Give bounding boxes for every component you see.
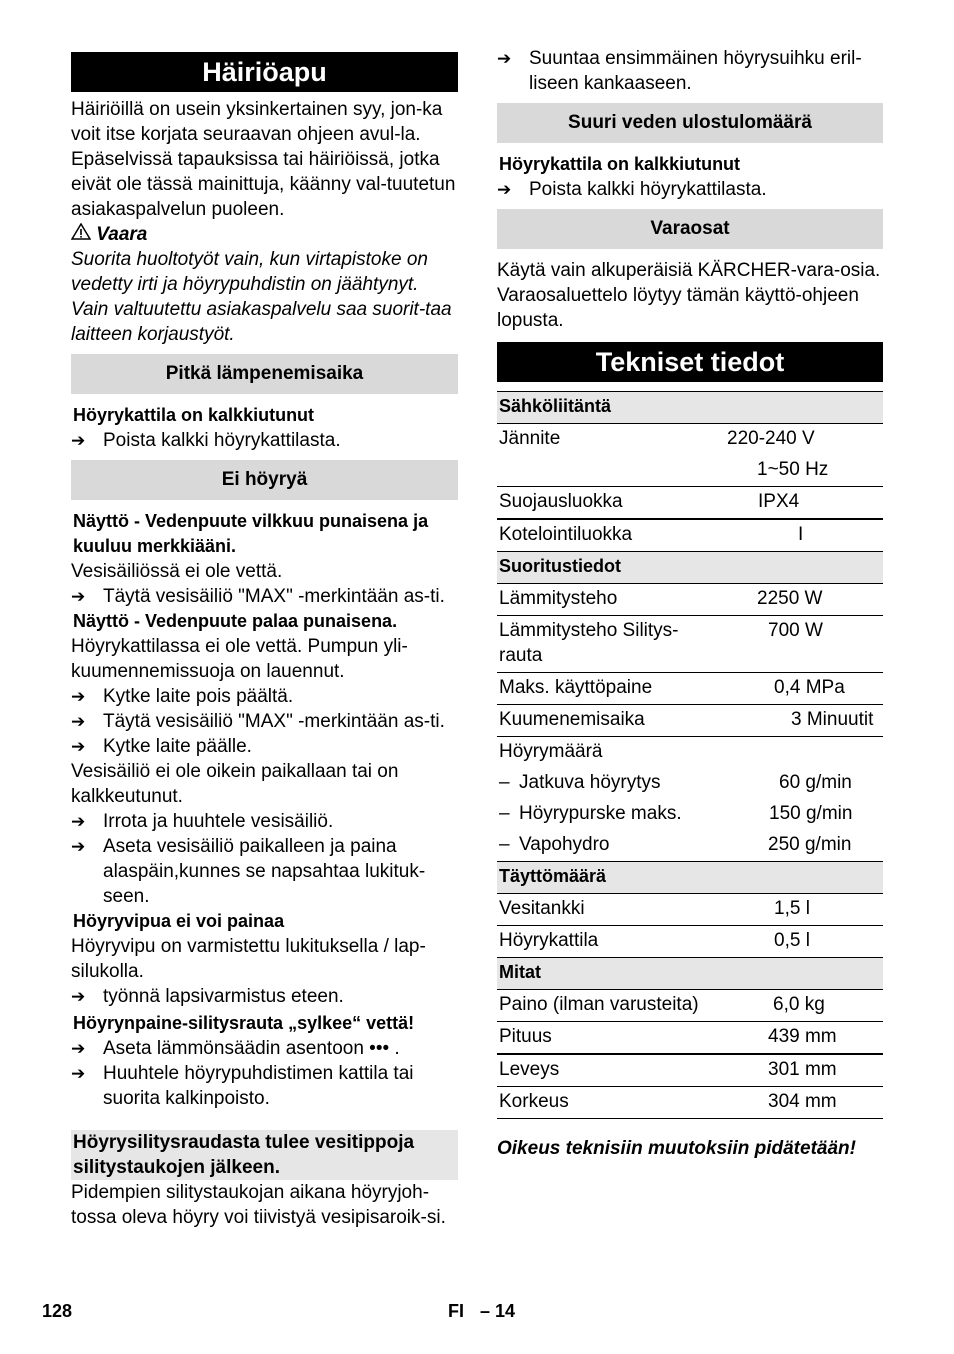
table-row: Korkeus 304 mm bbox=[497, 1087, 883, 1119]
list-item: ➔ Kytke laite päälle. bbox=[71, 736, 252, 757]
arrow-right-icon: ➔ bbox=[71, 837, 86, 856]
intro-text: Häiriöillä on usein yksinkertainen syy, jon-ka voit itse korjata seuraavan ohjeen avul-la. Epäselvissä tapauksissa tai häiriöissä, jotka eivät ole tässä mainittuja, käänny val-tuutetun asiakaspalvelun puoleen. bbox=[71, 99, 456, 220]
paragraph: Vesisäiliö ei ole oikein paikallaan tai on kalkkeutunut. bbox=[71, 761, 399, 807]
subheading-water-shortage-blink: Näyttö - Vedenpuute vilkkuu punaisena ja kuuluu merkkiääni. bbox=[73, 511, 429, 556]
table-row: – Höyrypurske maks. 150 g/min bbox=[499, 803, 853, 824]
table-row: – Vapohydro 250 g/min bbox=[499, 834, 852, 855]
list-item: ➔ Täytä vesisäiliö "MAX" -merkintään as-ti. bbox=[71, 711, 445, 732]
disclaimer-note: Oikeus teknisiin muutoksiin pidätetään! bbox=[497, 1138, 856, 1159]
section-title-technical-data: Tekniset tiedot bbox=[497, 342, 883, 382]
table-row: – Jatkuva höyrytys 60 g/min bbox=[499, 772, 852, 793]
list-item: ➔ Aseta lämmönsäädin asentoon ••• . bbox=[71, 1038, 400, 1059]
list-item: ➔ työnnä lapsivarmistus eteen. bbox=[71, 986, 344, 1007]
technical-data-table bbox=[497, 391, 883, 1119]
table-row: Höyrykattila 0,5 l bbox=[497, 926, 883, 958]
arrow-right-icon: ➔ bbox=[71, 1064, 86, 1083]
arrow-right-icon: ➔ bbox=[71, 737, 86, 756]
list-item: ➔ Aseta vesisäiliö paikalleen ja paina alaspäin,kunnes se napsahtaa lukituk-seen. bbox=[71, 836, 426, 907]
table-section: Täyttömäärä bbox=[497, 862, 883, 894]
subheading-iron-spits: Höyrynpaine-silitysrauta „sylkee“ vettä! bbox=[73, 1013, 415, 1033]
table-section: Suoritustiedot bbox=[497, 552, 883, 584]
list-item: ➔ Poista kalkki höyrykattilasta. bbox=[71, 430, 341, 451]
warning-heading bbox=[71, 222, 458, 247]
list-item: ➔ Poista kalkki höyrykattilasta. bbox=[497, 179, 767, 200]
list-item: ➔ Irrota ja huuhtele vesisäiliö. bbox=[71, 811, 334, 832]
list-item: ➔ Täytä vesisäiliö "MAX" -merkintään as-ti. bbox=[71, 586, 445, 607]
list-item: ➔ Huuhtele höyrypuhdistimen kattila tai suorita kalkinpoisto. bbox=[71, 1063, 414, 1109]
arrow-right-icon: ➔ bbox=[71, 812, 86, 831]
subheading-boiler-scaled: Höyrykattila on kalkkiutunut bbox=[73, 405, 315, 425]
language-code: FI bbox=[448, 1301, 464, 1321]
arrow-right-icon: ➔ bbox=[71, 687, 86, 706]
table-section: Sähköliitäntä bbox=[497, 392, 883, 424]
list-item: ➔ Kytke laite pois päältä. bbox=[71, 686, 294, 707]
table-row: Maks. käyttöpaine 0,4 MPa bbox=[497, 673, 883, 705]
list-item: ➔ Suuntaa ensimmäinen höyrysuihku eril-liseen kankaaseen. bbox=[497, 48, 862, 94]
section-title-troubleshooting: Häiriöapu bbox=[71, 52, 458, 92]
section-page: – 14 bbox=[480, 1301, 516, 1321]
warning-text: Suorita huoltotyöt vain, kun virtapistoke on vedetty irti ja höyrypuhdistin on jäähtynyt. Vain valtuutettu asiakaspalvelu saa suorit-taa laitteen korjaustyöt. bbox=[71, 249, 452, 345]
right-column bbox=[497, 48, 883, 1161]
heading-spare-parts: Varaosat bbox=[497, 209, 883, 249]
table-row: Leveys 301 mm bbox=[497, 1054, 883, 1087]
table-section: Mitat bbox=[497, 958, 883, 990]
table-row: Suojausluokka IPX4 bbox=[497, 487, 883, 520]
table-row: Jännite 220-240 V bbox=[497, 424, 883, 456]
heading-long-heatup: Pitkä lämpenemisaika bbox=[71, 354, 458, 394]
left-column bbox=[71, 52, 458, 1230]
table-row: Pituus 439 mm bbox=[497, 1022, 883, 1055]
table-row: Höyrymäärä bbox=[497, 737, 883, 769]
table-row: Lämmitysteho 2250 W bbox=[497, 584, 883, 616]
subheading-boiler-scaled: Höyrykattila on kalkkiutunut bbox=[499, 154, 741, 174]
table-row: 1~50 Hz bbox=[757, 459, 829, 480]
arrow-right-icon: ➔ bbox=[497, 49, 512, 68]
subheading-steam-lever: Höyryvipua ei voi painaa bbox=[73, 911, 285, 931]
arrow-right-icon: ➔ bbox=[71, 987, 86, 1006]
paragraph: Käytä vain alkuperäisiä KÄRCHER-vara-osia. Varaosaluettelo löytyy tämän käyttö-ohjeen lopusta. bbox=[497, 260, 881, 331]
arrow-right-icon: ➔ bbox=[71, 1039, 86, 1058]
arrow-right-icon: ➔ bbox=[71, 712, 86, 731]
warning-triangle-icon bbox=[71, 224, 91, 245]
subheading-water-shortage-lit: Näyttö - Vedenpuute palaa punaisena. bbox=[73, 611, 398, 631]
table-row: Vesitankki 1,5 l bbox=[497, 894, 883, 926]
paragraph: Vesisäiliössä ei ole vettä. bbox=[71, 561, 283, 582]
table-row: Kotelointiluokka I bbox=[497, 519, 883, 552]
table-row: Kuumenemisaika 3 Minuutit bbox=[497, 705, 883, 737]
page-number: 128 bbox=[42, 1301, 73, 1321]
arrow-right-icon: ➔ bbox=[71, 587, 86, 606]
table-row: Paino (ilman varusteita) 6,0 kg bbox=[497, 990, 883, 1022]
heading-no-steam: Ei höyryä bbox=[71, 460, 458, 500]
warning-label: Vaara bbox=[96, 224, 148, 245]
heading-water-drops: Höyrysilitysraudasta tulee vesitippoja silitystaukojen jälkeen. bbox=[71, 1130, 458, 1180]
paragraph: Höyrykattilassa ei ole vettä. Pumpun yli-kuumennemissuoja on lauennut. bbox=[71, 636, 408, 682]
arrow-right-icon: ➔ bbox=[71, 431, 86, 450]
arrow-right-icon: ➔ bbox=[497, 180, 512, 199]
paragraph: Pidempien silitystaukojan aikana höyryjoh-tossa oleva höyry voi tiivistyä vesipisaroik-si. bbox=[71, 1182, 446, 1228]
heading-high-water-output: Suuri veden ulostulomäärä bbox=[497, 103, 883, 143]
table-row: Lämmitysteho Silitys-rauta 700 W bbox=[497, 616, 883, 673]
paragraph: Höyryvipu on varmistettu lukituksella / lap-silukolla. bbox=[71, 936, 426, 982]
